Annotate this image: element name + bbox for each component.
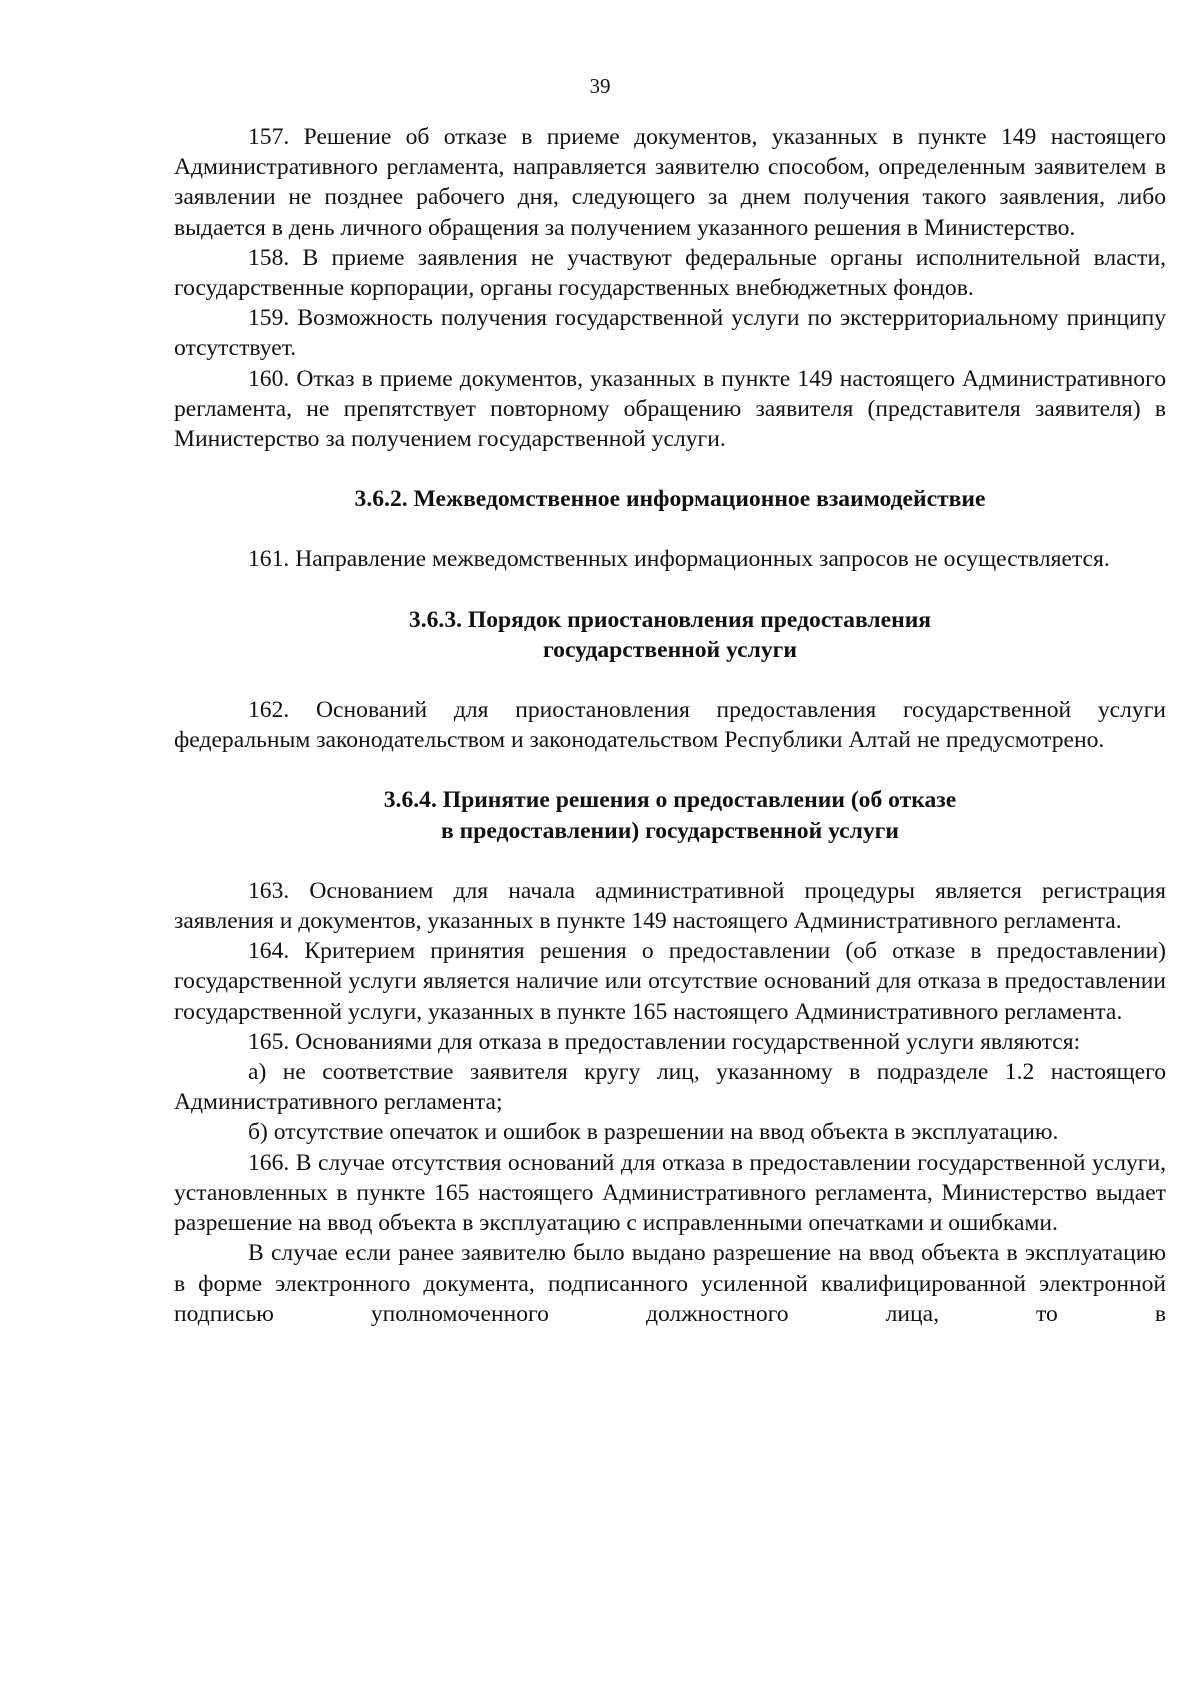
document-body <box>174 122 1166 1329</box>
paragraph-157: 157. Решение об отказе в приеме документов, указанных в пункте 149 настоящего Административного регламента, направляется заявителю способом, определенным заявителем в заявлении не позднее рабочего дня, следующего за днем получения такого заявления, либо выдается в день личного обращения за получением указанного решения в Министерство. <box>174 124 1166 241</box>
section-heading-3-6-4-line-2: в предоставлении) государственной услуги <box>441 817 899 844</box>
paragraph-165-b: б) отсутствие опечаток и ошибок в разрешении на ввод объекта в эксплуатацию. <box>248 1119 1059 1146</box>
section-heading-3-6-3 <box>174 605 1166 665</box>
section-heading-3-6-3-line-2: государственной услуги <box>543 636 797 663</box>
paragraph-162: 162. Оснований для приостановления предоставления государственной услуги федеральным законодательством и законодательством Республики Алтай не предусмотрено. <box>174 697 1166 754</box>
paragraph-159: 159. Возможность получения государственной услуги по экстерриториальному принципу отсутствует. <box>174 305 1166 362</box>
paragraph-160: 160. Отказ в приеме документов, указанных в пункте 149 настоящего Административного регламента, не препятствует повторному обращению заявителя (представителя заявителя) в Министерство за получением государственной услуги. <box>174 365 1166 453</box>
paragraph-158: 158. В приеме заявления не участвуют федеральные органы исполнительной власти, государственные корпорации, органы государственных внебюджетных фондов. <box>174 244 1166 302</box>
paragraph-163: 163. Основанием для начала административной процедуры является регистрация заявления и документов, указанных в пункте 149 настоящего Административного регламента. <box>174 877 1166 935</box>
paragraph-164: 164. Критерием принятия решения о предоставлении (об отказе в предоставлении) государственной услуги является наличие или отсутствие оснований для отказа в предоставлении государственной услуги, указанных в пункте 165 настоящего Административного регламента. <box>174 938 1166 1025</box>
page-number: 39 <box>589 74 611 98</box>
section-heading-3-6-2-line-1: 3.6.2. Межведомственное информационное взаимодействие <box>354 486 986 513</box>
paragraph-165-a: а) не соответствие заявителя кругу лиц, указанному в подразделе 1.2 настоящего Административного регламента; <box>174 1059 1166 1116</box>
paragraph-166: 166. В случае отсутствия оснований для отказа в предоставлении государственной услуги, установленных в пункте 165 настоящего Административного регламента, Министерство выдает разрешение на ввод объекта в эксплуатацию с исправленными опечатками и ошибками. <box>174 1149 1166 1237</box>
section-heading-3-6-4-line-1: 3.6.4. Принятие решения о предоставлении (об отказе <box>383 787 957 814</box>
section-heading-3-6-3-line-1: 3.6.3. Порядок приостановления предоставления <box>408 606 932 633</box>
paragraph-161: 161. Направление межведомственных информационных запросов не осуществляется. <box>248 546 1110 573</box>
paragraph-166-continuation: В случае если ранее заявителю было выдано разрешение на ввод объекта в эксплуатацию в форме электронного документа, подписанного усиленной квалифицированной электронной подписью уполномоченного должностного лица, то в <box>174 1240 1166 1327</box>
section-heading-3-6-2 <box>174 484 1166 514</box>
section-heading-3-6-4 <box>174 785 1166 845</box>
paragraph-165: 165. Основаниями для отказа в предоставлении государственной услуги являются: <box>248 1028 1081 1055</box>
